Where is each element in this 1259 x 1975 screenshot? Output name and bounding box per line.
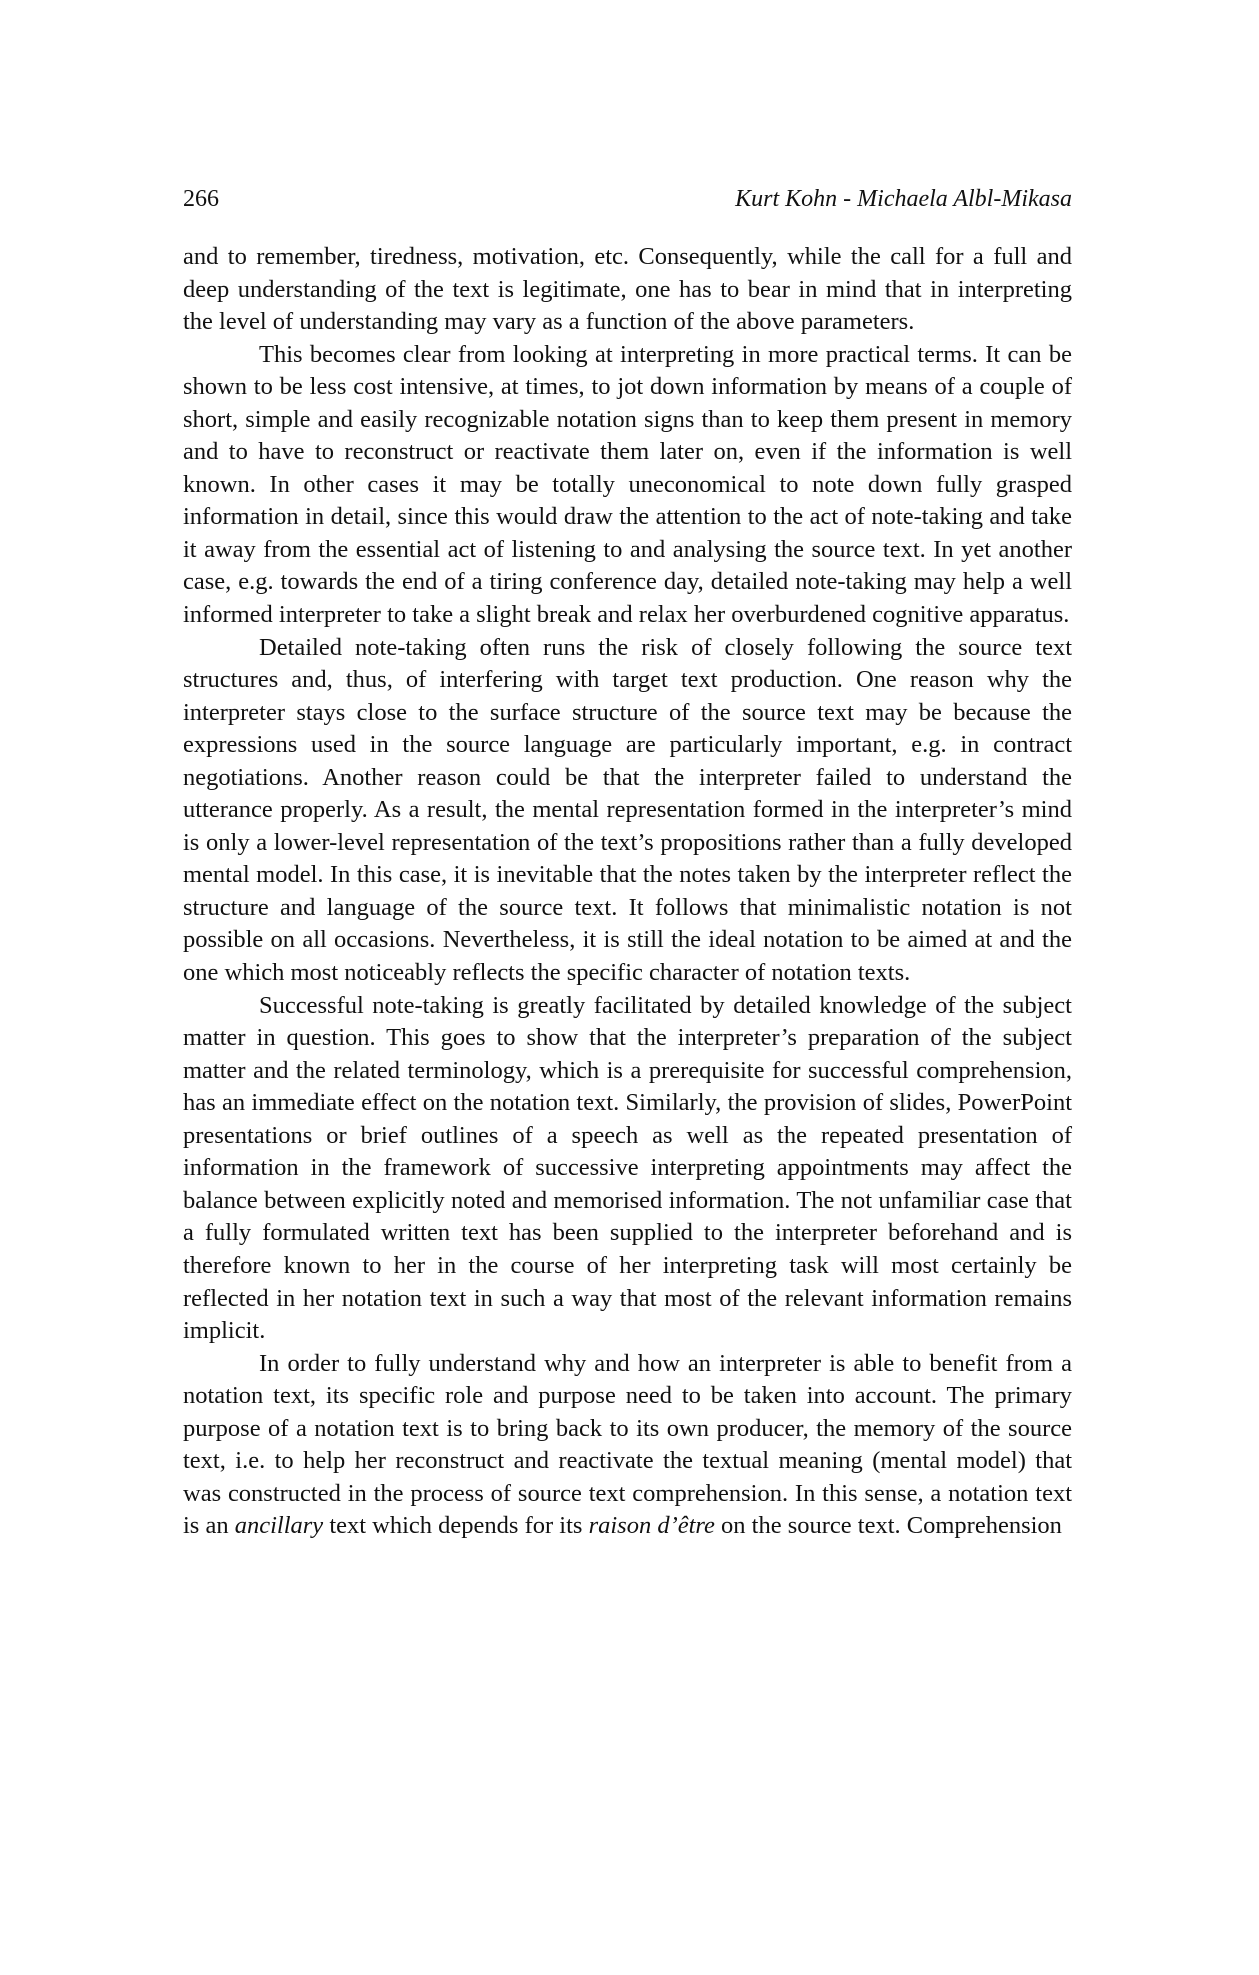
italic-term-ancillary: ancillary bbox=[234, 1512, 324, 1540]
paragraph-4: Successful note-taking is greatly facilitated by detailed knowledge of the subject matter in question. This goes to show that the interpreter’s preparation of the subject matter and the related terminology, which is a prerequisite for successful comprehension, has an immediate effect on the notation text. Similarly, the provision of slides, PowerPoint presentations or brief outlines of a speech as well as the repeated presentation of information in the framework of successive interpreting appointments may affect the balance between explicitly noted and memorised information. The not unfamiliar case that a fully formulated written text has been supplied to the interpreter beforehand and is therefore known to her in the course of her interpreting task will most certainly be reflected in her notation text in such a way that most of the relevant information remains implicit. bbox=[183, 991, 1072, 1345]
paragraph-1: and to remember, tiredness, motivation, etc. Consequently, while the call for a full and deep understanding of the text is legitimate, one has to bear in mind that in interpreting the level of understanding may vary as a function of the above parameters. bbox=[183, 243, 1072, 336]
book-page bbox=[183, 185, 1072, 1543]
paragraph-5 bbox=[183, 1348, 1072, 1543]
running-header bbox=[183, 185, 1072, 213]
paragraph-5-part-3: on the source text. Comprehension bbox=[714, 1512, 1062, 1540]
body-text bbox=[183, 241, 1072, 1543]
page-number: 266 bbox=[183, 186, 219, 212]
italic-term-raison-detre: raison d’être bbox=[588, 1512, 715, 1540]
paragraph-2: This becomes clear from looking at interpreting in more practical terms. It can be shown to be less cost intensive, at times, to jot down information by means of a couple of short, simple and easily recognizable notation signs than to keep them present in memory and to have to reconstruct or reactivate them later on, even if the information is well known. In other cases it may be totally uneconomical to note down fully grasped information in detail, since this would draw the attention to the act of note-taking and take it away from the essential act of listening to and analysing the source text. In yet another case, e.g. towards the end of a tiring conference day, detailed note-taking may help a well informed interpreter to take a slight break and relax her overburdened cognitive apparatus. bbox=[183, 340, 1072, 629]
paragraph-3: Detailed note-taking often runs the risk of closely following the source text structures and, thus, of interfering with target text production. One reason why the interpreter stays close to the surface structure of the source text may be because the expressions used in the source language are particularly important, e.g. in contract negotiations. Another reason could be that the interpreter failed to understand the utterance properly. As a result, the mental representation formed in the interpreter’s mind is only a lower-level representation of the text’s propositions rather than a fully developed mental model. In this case, it is inevitable that the notes taken by the interpreter reflect the structure and language of the source text. It follows that minimalistic notation is not possible on all occasions. Nevertheless, it is still the ideal notation to be aimed at and the one which most noticeably reflects the specific character of notation texts. bbox=[183, 633, 1072, 987]
paragraph-5-part-1: In order to fully understand why and how an interpreter is able to benefit from a notation text, its specific role and purpose need to be taken into account. The primary purpose of a notation text is to bring back to its own producer, the memory of the source text, i.e. to help her reconstruct and reactivate the textual meaning (mental model) that was constructed in the process of source text comprehension. In this sense, a notation text is an bbox=[183, 1349, 1072, 1540]
running-head-authors: Kurt Kohn - Michaela Albl-Mikasa bbox=[735, 186, 1072, 212]
paragraph-5-part-2: text which depends for its bbox=[323, 1512, 589, 1540]
